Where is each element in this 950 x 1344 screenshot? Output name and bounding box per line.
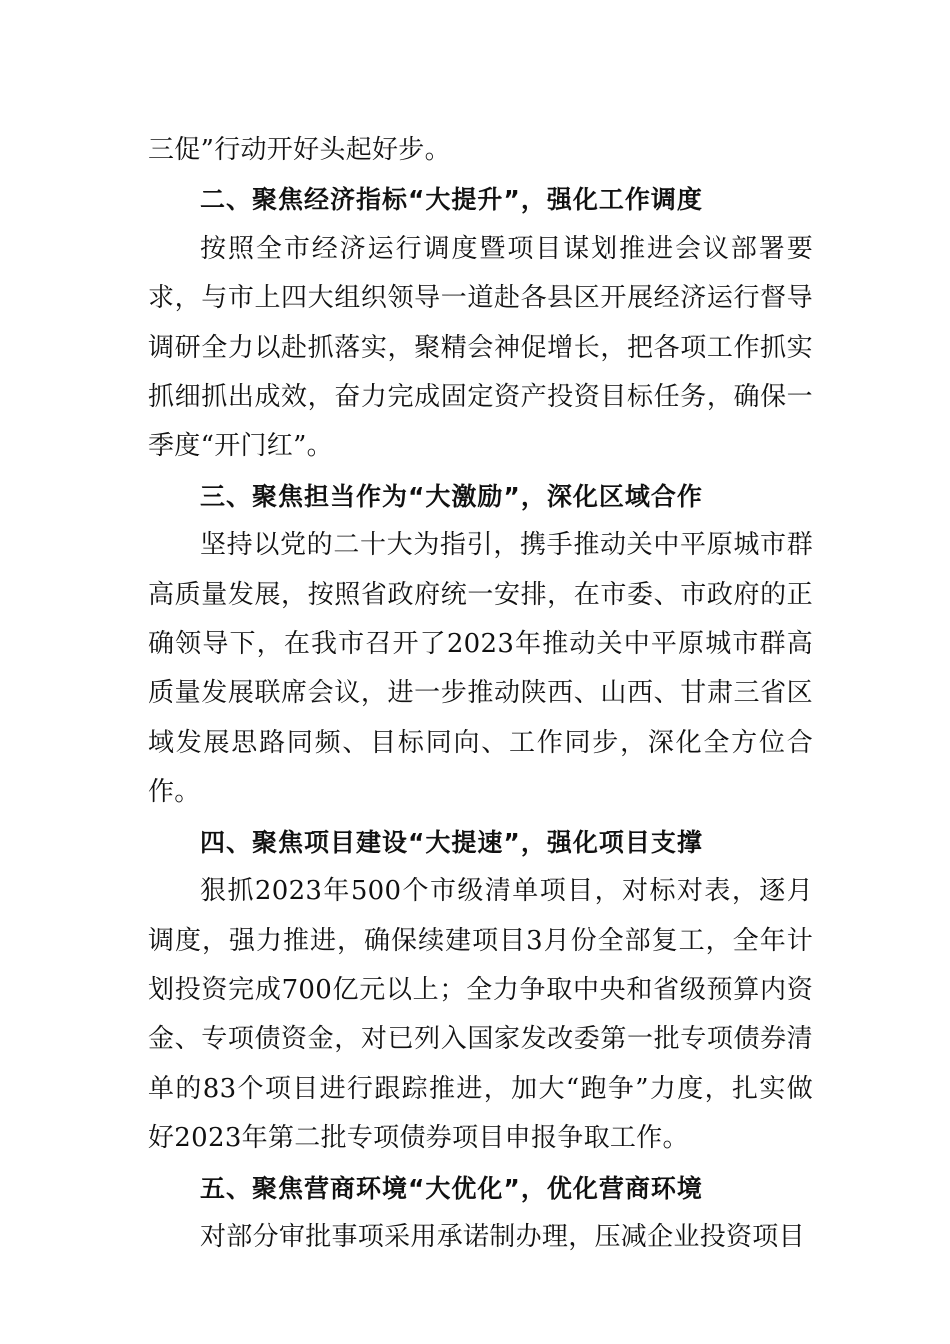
paragraph-economic-indicators: 按照全市经济运行调度暨项目谋划推进会议部署要求，与市上四大组织领导一道赴各县区开展经济运行督导调研全力以赴抓落实，聚精会神促增长，把各项工作抓实抓细抓出成效，奋力完成固定资产投资目标任务，确保一季度“开门红”。: [148, 233, 813, 462]
paragraph-project-construction: 狠抓2023年500个市级清单项目，对标对表，逐月调度，强力推进，确保续建项目3月份全部复工，全年计划投资完成700亿元以上；全力争取中央和省级预算内资金、专项债资金，对已列入国家发改委第一批专项债券清单的83个项目进行跟踪推进，加大“跑争”力度，扎实做好2023年第二批专项债券项目申报争取工作。: [148, 876, 813, 1154]
section-heading-regional-cooperation: 三、聚焦担当作为“大激励”，深化区域合作: [200, 481, 703, 511]
paragraph-business-environment: 对部分审批事项采用承诺制办理，压减企业投资项目: [200, 1221, 805, 1252]
paragraph-continuation: 三促”行动开好头起好步。: [148, 135, 451, 165]
section-heading-economic-indicators: 二、聚焦经济指标“大提升”，强化工作调度: [200, 185, 703, 215]
paragraph-regional-cooperation: 坚持以党的二十大为指引，携手推动关中平原城市群高质量发展，按照省政府统一安排，在市委、市政府的正确领导下，在我市召开了2023年推动关中平原城市群高质量发展联席会议，进一步推动陕西、山西、甘肃三省区域发展思路同频、目标同向、工作同步，深化全方位合作。: [148, 530, 813, 808]
section-heading-business-environment: 五、聚焦营商环境“大优化”，优化营商环境: [200, 1173, 703, 1203]
section-heading-project-construction: 四、聚焦项目建设“大提速”，强化项目支撑: [200, 827, 703, 857]
document-page: [148, 126, 813, 1262]
